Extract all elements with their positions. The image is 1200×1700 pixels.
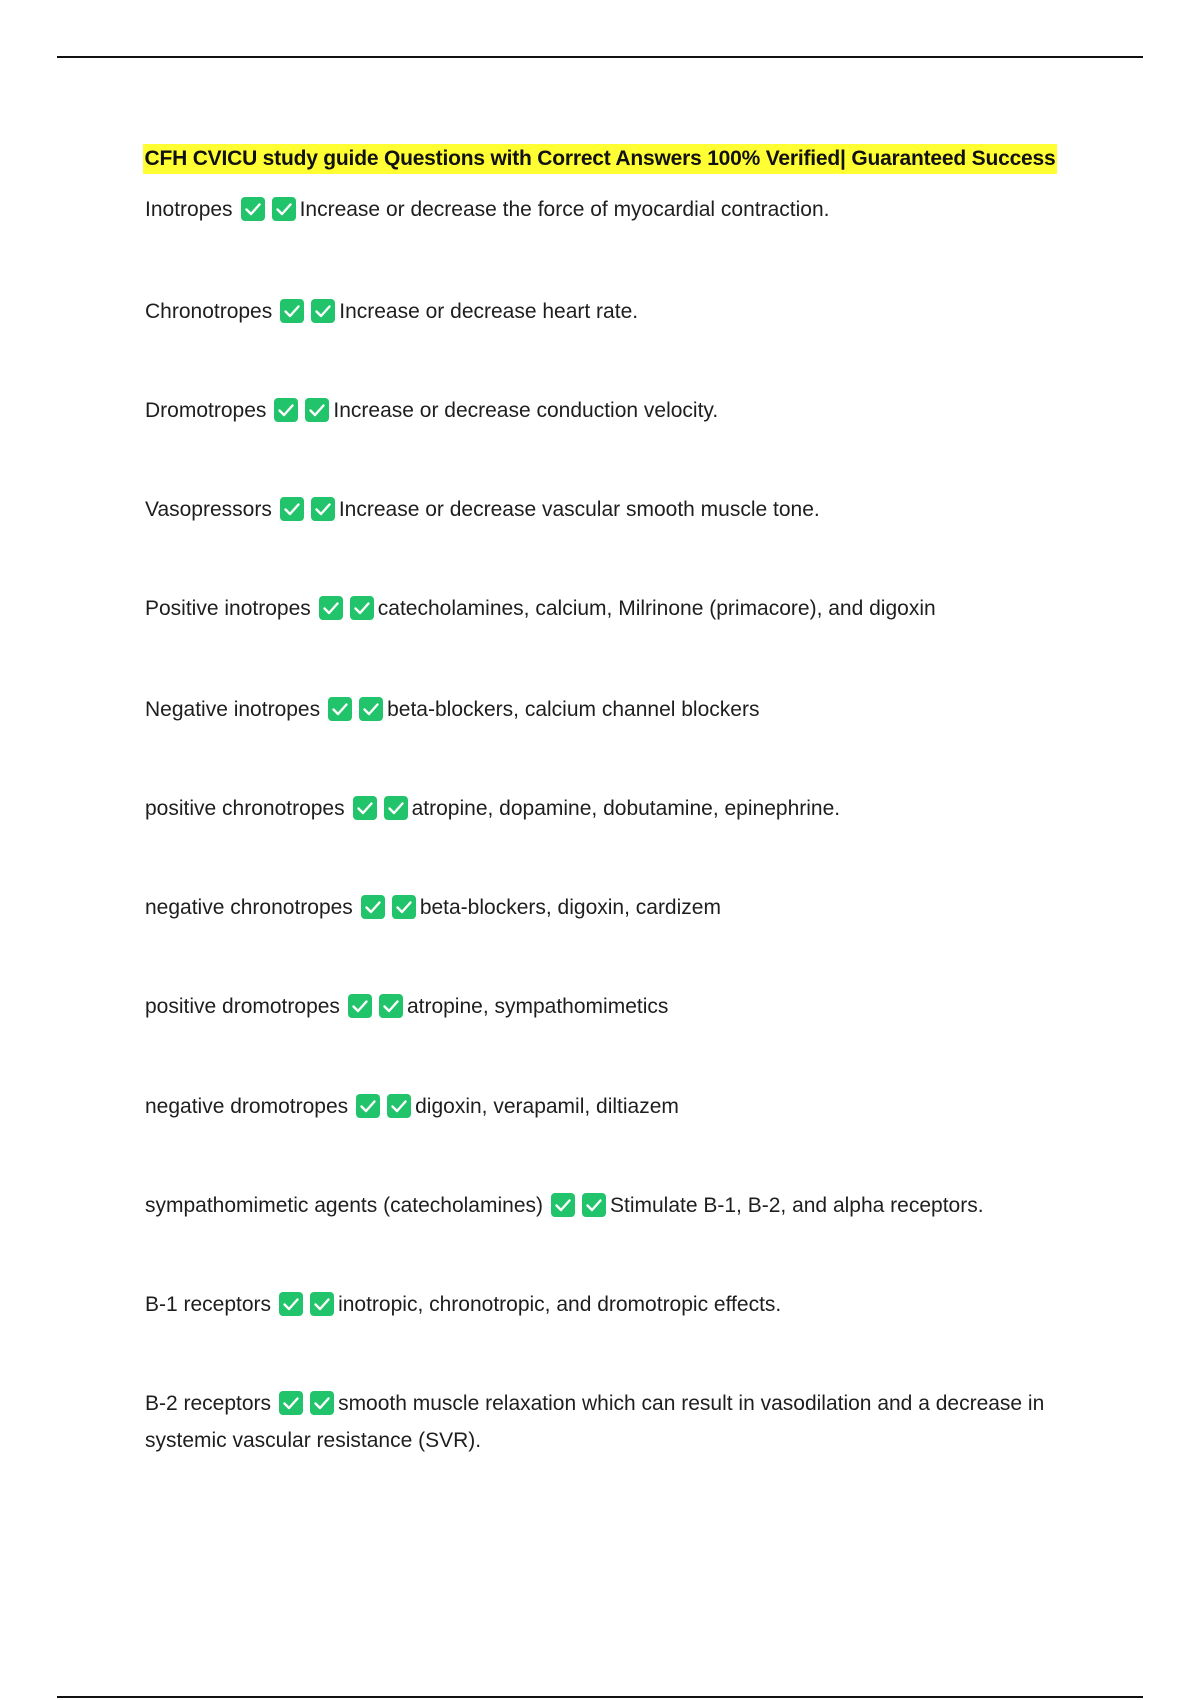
qa-entry [145, 1288, 1080, 1325]
question-term: positive dromotropes [145, 995, 340, 1018]
top-divider [57, 56, 1143, 58]
checkmark-icon [274, 398, 298, 422]
question-term: B-2 receptors [145, 1392, 272, 1415]
question-term: Vasopressors [145, 498, 272, 521]
question-term: negative dromotropes [145, 1095, 349, 1118]
checkmark-icon [310, 1391, 334, 1415]
checkmark-icon [328, 697, 352, 721]
qa-entry [145, 193, 1080, 230]
qa-entry [145, 295, 1080, 332]
question-term: Dromotropes [145, 399, 267, 422]
checkmark-icon [379, 994, 403, 1018]
question-term: sympathomimetic agents (catecholamines) [145, 1194, 543, 1217]
checkmark-icon [387, 1094, 411, 1118]
bottom-divider [57, 1696, 1143, 1698]
checkmark-icon [280, 299, 304, 323]
check-pair [328, 697, 383, 730]
answer-text: smooth muscle relaxation which can result in vasodilation and a decrease in systemic vascular resistance (SVR). [145, 1392, 1045, 1452]
check-pair [361, 895, 416, 928]
check-pair [274, 398, 329, 431]
answer-text: inotropic, chronotropic, and dromotropic effects. [338, 1293, 782, 1316]
question-term: Inotropes [145, 198, 233, 221]
question-term: Positive inotropes [145, 597, 311, 620]
checkmark-icon [361, 895, 385, 919]
question-term: positive chronotropes [145, 797, 345, 820]
check-pair [356, 1094, 411, 1127]
checkmark-icon [551, 1193, 575, 1217]
qa-entry [145, 990, 1080, 1027]
checkmark-icon [279, 1391, 303, 1415]
question-term: negative chronotropes [145, 896, 353, 919]
checkmark-icon [310, 1292, 334, 1316]
checkmark-icon [241, 197, 265, 221]
qa-entry [145, 891, 1080, 928]
answer-text: atropine, dopamine, dobutamine, epinephrine. [411, 797, 841, 820]
checkmark-icon [272, 197, 296, 221]
check-pair [551, 1193, 606, 1226]
checkmark-icon [311, 497, 335, 521]
qa-entry [145, 792, 1080, 829]
answer-text: Increase or decrease vascular smooth muscle tone. [338, 498, 820, 521]
check-pair [280, 497, 335, 530]
qa-entry [145, 493, 1080, 530]
question-term: Chronotropes [145, 300, 273, 323]
checkmark-icon [350, 596, 374, 620]
checkmark-icon [279, 1292, 303, 1316]
qa-entry [145, 693, 1080, 730]
qa-entry [145, 1387, 1080, 1457]
check-pair [280, 299, 335, 332]
answer-text: Stimulate B-1, B-2, and alpha receptors. [610, 1194, 984, 1217]
checkmark-icon [348, 994, 372, 1018]
check-pair [348, 994, 403, 1027]
answer-text: Increase or decrease heart rate. [339, 300, 639, 323]
question-term: B-1 receptors [145, 1293, 272, 1316]
answer-text: beta-blockers, calcium channel blockers [387, 698, 760, 721]
check-pair [279, 1292, 334, 1325]
checkmark-icon [319, 596, 343, 620]
checkmark-icon [311, 299, 335, 323]
check-pair [353, 796, 408, 829]
answer-text: catecholamines, calcium, Milrinone (primacore), and digoxin [377, 597, 936, 620]
qa-entry [145, 1090, 1080, 1127]
checkmark-icon [356, 1094, 380, 1118]
check-pair [279, 1391, 334, 1424]
checkmark-icon [384, 796, 408, 820]
answer-text: Increase or decrease the force of myocardial contraction. [299, 198, 830, 221]
answer-text: atropine, sympathomimetics [406, 995, 669, 1018]
checkmark-icon [305, 398, 329, 422]
qa-entry [145, 592, 1080, 629]
answer-text: Increase or decrease conduction velocity. [333, 399, 719, 422]
qa-entry [145, 1189, 1080, 1226]
question-term: Negative inotropes [145, 698, 321, 721]
document-title: CFH CVICU study guide Questions with Correct Answers 100% Verified| Guaranteed Success [143, 144, 1058, 174]
checkmark-icon [353, 796, 377, 820]
answer-text: beta-blockers, digoxin, cardizem [419, 896, 721, 919]
title-container [0, 144, 1200, 174]
check-pair [319, 596, 374, 629]
checkmark-icon [392, 895, 416, 919]
answer-text: digoxin, verapamil, diltiazem [415, 1095, 679, 1118]
check-pair [241, 197, 296, 230]
checkmark-icon [359, 697, 383, 721]
checkmark-icon [280, 497, 304, 521]
qa-entry [145, 394, 1080, 431]
checkmark-icon [582, 1193, 606, 1217]
